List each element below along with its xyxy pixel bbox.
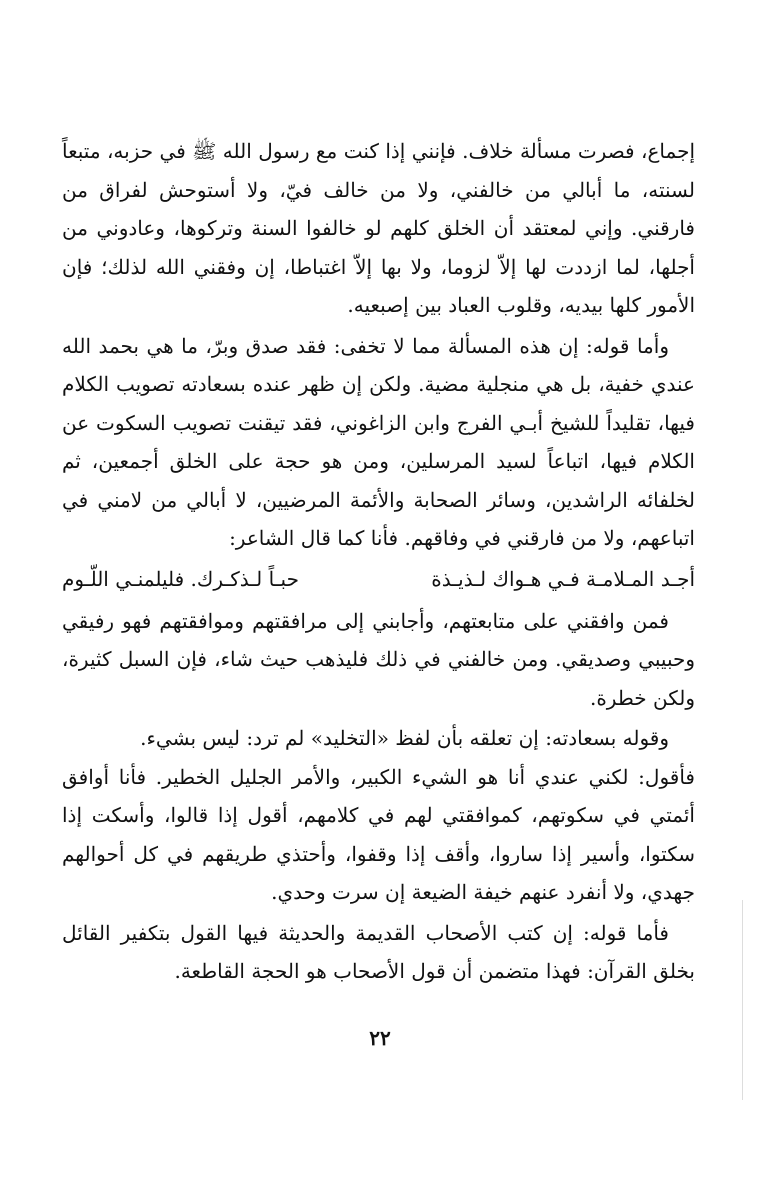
paragraph-1: إجماع، فصرت مسألة خلاف. فإنني إذا كنت مع رسول الله ﷺ في حزبه، متبعاً لسنته، ما أبالي من خالفني، ولا من خالف فيّ، ولا أستوحش لفراق من فارقني. وإني لمعتقد أن الخلق كلهم لو خالفوا السنة وتركوها، وعادوني من أجلها، لما ازددت لها إلاّ لزوما، ولا بها إلاّ اغتباطا، إن وفقني الله لذلك؛ فإن الأمور كلها بيديه، وقلوب العباد بين إصبعيه. — [62, 139, 695, 317]
poetry-verse — [62, 560, 695, 598]
verse-second-hemistich: حبـاً لـذكـرك. فليلمنـي اللّـوم — [62, 566, 299, 591]
paragraph-3: فمن وافقني على متابعتهم، وأجابني إلى مرافقتهم وموافقتهم فهو رفيقي وحبيبي وصديقي. ومن خالفني في ذلك فليذهب حيث شاء، فإن السبل كثيرة، ولكن خطرة. — [62, 608, 695, 710]
paragraph-6: فأما قوله: إن كتب الأصحاب القديمة والحديثة فيها القول بتكفير القائل بخلق القرآن: فهذا متضمن أن قول الأصحاب هو الحجة القاطعة. — [62, 920, 695, 983]
body-text — [62, 132, 695, 991]
paragraph-4: وقوله بسعادته: إن تعلقه بأن لفظ «التخليد» لم ترد: ليس بشيء. — [140, 726, 669, 750]
page-number: ٢٢ — [369, 1026, 391, 1050]
paragraph-2: وأما قوله: إن هذه المسألة مما لا تخفى: فقد صدق وبرّ، ما هي بحمد الله عندي خفية، بل هي منجلية مضية. ولكن إن ظهر عنده بسعادته تصويب الكلام فيها، تقليداً للشيخ أبـي الفرج وابن الزاغوني، فقد تيقنت تصويب السكوت عن الكلام فيها، اتباعاً لسيد المرسلين، ومن هو حجة على الخلق أجمعين، ثم لخلفائه الراشدين، وسائر الصحابة والأئمة المرضيين، لا أبالي من لامني في اتباعهم، ولا من فارقني في وفاقهم. فأنا كما قال الشاعر: — [62, 333, 695, 550]
paragraph-5: فأقول: لكني عندي أنا هو الشيء الكبير، والأمر الجليل الخطير. فأنا أوافق أئمتي في سكوتهم، كموافقتي لهم في كلامهم، أقول إذا قالوا، وأسكت إذا سكتوا، وأسير إذا ساروا، وأقف إذا وقفوا، وأحتذي طريقهم في كل أحوالهم جهدي، ولا أنفرد عنهم خيفة الضيعة إن سرت وحدي. — [62, 764, 695, 904]
verse-first-hemistich: أجـد المـلامـة فـي هـواك لـذيـذة — [431, 566, 695, 591]
scan-edge-line — [742, 900, 743, 1100]
